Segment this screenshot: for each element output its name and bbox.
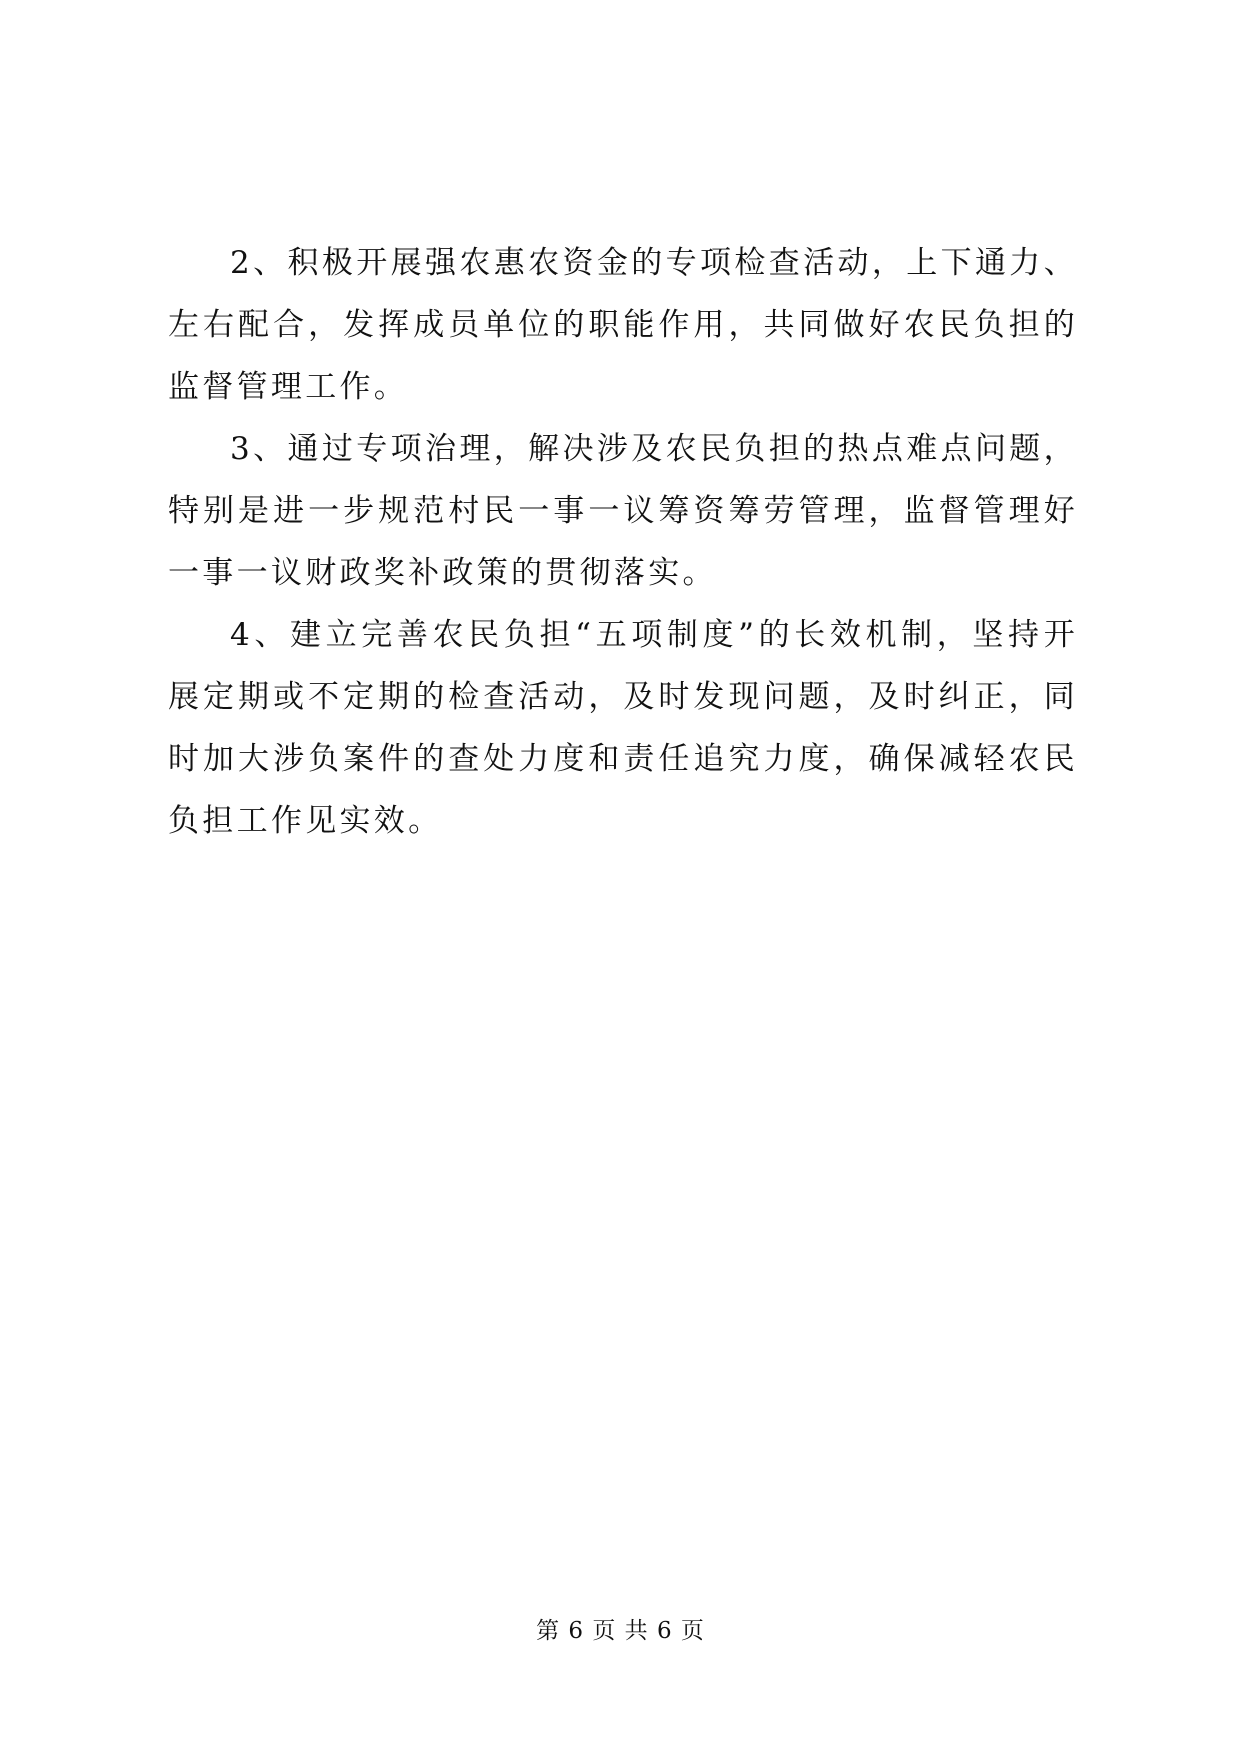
page-footer: 第 6 页 共 6 页: [536, 1618, 705, 1644]
paragraph-item-4: 4、建立完善农民负担“五项制度”的长效机制，坚持开展定期或不定期的检查活动，及时发现问题，及时纠正，同时加大涉负案件的查处力度和责任追究力度，确保减轻农民负担工作见实效。: [168, 617, 1078, 839]
paragraph-item-3: 3、通过专项治理，解决涉及农民负担的热点难点问题，特别是进一步规范村民一事一议筹资筹劳管理，监督管理好一事一议财政奖补政策的贯彻落实。: [168, 431, 1078, 591]
document-body: [168, 232, 1078, 852]
paragraph-item-2: 2、积极开展强农惠农资金的专项检查活动，上下通力、左右配合，发挥成员单位的职能作用，共同做好农民负担的监督管理工作。: [168, 245, 1078, 405]
